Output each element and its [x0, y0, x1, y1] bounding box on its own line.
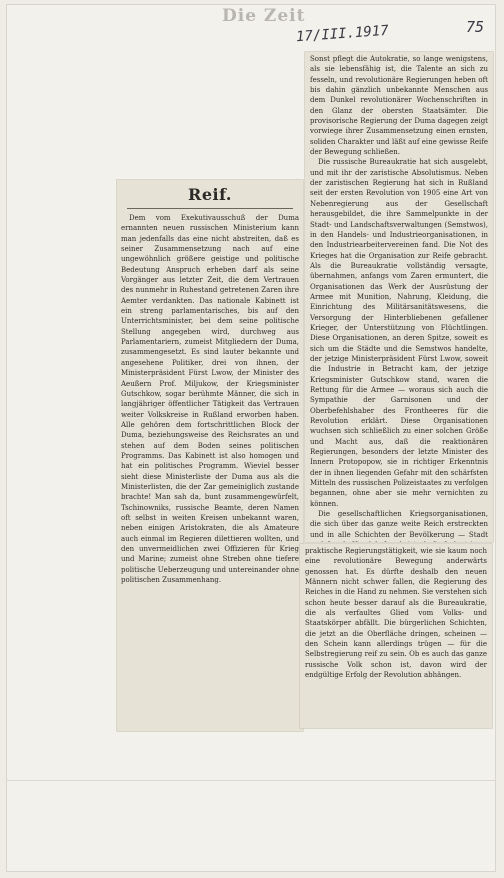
clipping-column-1 — [117, 180, 303, 731]
handwritten-page-number: 75 — [466, 18, 485, 36]
article-paragraph: Sonst pflegt die Autokratie, so lange wenigstens, als sie lebensfähig ist, die Talente an sich zu fesseln, und revolutionäre Regierungen heben oft bis dahin gänzlich unbekannte Menschen aus dem Dunkel revolutionärer Wochenschriften in den Glanz der obersten Staatsämter. Die provisorische Regierung der Duma dagegen zeigt vorwiege ihrer Zusammensetzung einen ernsten, soliden Charakter und läßt auf eine gewisse Reife der Bewegung schließen. — [310, 55, 488, 157]
clipping-column-3 — [300, 544, 492, 728]
clipping-column-2 — [305, 52, 493, 542]
article-paragraph: Dem vom Exekutivausschuß der Duma ernannten neuen russischen Ministerium kann man jedenfalls das eine nicht abstreiten, daß es seiner Zusammensetzung nach auf eine ungewöhnlich größere geistige und politische Bedeutung Anspruch erheben darf als seine Vorgänger aus letzter Zeit, die dem Vertrauen des nunmehr in Ruhestand getretenen Zaren ihre Aemter verdankten. Das nationale Kabinett ist ein streng parlamentarisches, bis auf den Unterrichtsminister, bei dem seine politische Stellung angegeben wird, durchweg aus Parlamentariern, zumeist Mitgliedern der Duma, zusammengesetzt. Es sind lauter bekannte und angesehene Politiker, drei von ihnen, der Ministerpräsident Fürst Lwow, der Minister des Aeußern Prof. Miljukow, der Kriegsminister Gutschkow, sogar berühmte Männer, die sich in langjähriger öffentlicher Tätigkeit das Vertrauen weiter Volkskreise in Rußland erworben haben. Alle gehören dem fortschrittlichen Block der Duma, beziehungsweise des Reichsrates an und stehen auf dem Boden seines politischen Programms. Das Kabinett ist also homogen und hat ein politisches Programm. Wieviel besser sieht diese Ministerliste der Duma aus als die Ministerlisten, die der Zar gemeiniglich zustande brachte! Man sah da, bunt zusammengewürfelt, Tschinowniks, russische Beamte, deren Namen oft selbst in weiten Kreisen unbekannt waren, neben einigen Aristokraten, die als Amateure auch einmal im Regieren dilettieren wollten, und den unvermeidlichen zwei Offizieren für Krieg und Marine; zumeist ohne Streben ohne tiefere politische Ueberzeugung und untereinander ohne politischen Zusammenhang. — [121, 214, 299, 585]
article-headline: Reif. — [188, 185, 232, 204]
newspaper-stamp: Die Zeit — [222, 6, 306, 26]
handwritten-date: 17/III.1917 — [295, 22, 390, 46]
article-paragraph: Die gesellschaftlichen Kriegsorganisationen, die sich über das ganze weite Reich erstreckten und in alle Schichten der Bevölkerung — Stadt — [310, 510, 488, 539]
article-paragraph: Die russische Bureaukratie hat sich ausgelebt, und mit ihr der zaristische Absolutismus. Neben der zaristischen Regierung hat sich in Rußland seit der ersten Revolution von 1905 eine Art von Nebenregierung aus der Gesellschaft herausgebildet, die ihre Sammelpunkte in der Stadt- und Landschaftsverwaltungen (Semstwos), in den Handels- und Industrieorganisationen, in den Industriearbeitervereinen fand. Die Not des Krieges hat die Organisation zur Reife gebracht. Als die Bureaukratie vollständig versagte, übernahmen, anfangs vom Zaren ermuntert, die Organisationen das Werk der Ausrüstung der Armee mit Munition, Nahrung, Kleidung, die Einrichtung des Militärsanitätswesens, die Versorgung der Hinterbliebenen gefallener Krieger, der Unterstützung von Flüchtlingen. Diese Organisationen, an deren Spitze, soweit es sich um die Städte und die Semstwos handelte, der jetzige Ministerpräsident Fürst Lwow, soweit die Industrie in Betracht kam, der jetzige Kriegsminister Gutschkow stand, waren die Rettung für die Armee — woraus sich auch die Sympathie der Garnisonen und der Oberbefehlshaber des Frontheeres für die Revolution erklärt. Diese Organisationen wuchsen sich schließlich zu einer solchen Größe und Macht aus, daß die reaktionären Regierungen, besonders der letzte Minister des Innern Protopopow, sie in richtiger Erkenntnis der in ihnen liegenden Gefahr mit den schärfsten Mitteln des russischen Polizeistaates zu verfolgen begannen, ohne aber sie mehr vernichten zu können. — [310, 158, 488, 508]
sheet-fold — [6, 780, 496, 781]
article-paragraph: praktische Regierungstätigkeit, wie sie kaum noch eine revolutionäre Bewegung anderwärts genossen hat. Es dürfte deshalb den neuen Männern nicht schwer fallen, die Regierung des Reiches in die Hand zu nehmen. Sie verstehen sich schon heute besser darauf als die Bureaukratie, die als verfaultes Glied vom Volks- und Staatskörper abfällt. Die bürgerlichen Schichten, die jetzt an die Oberfläche dringen, scheinen — den Schein kann allerdings trügen — für die Selbstregierung reif zu sein. Ob es auch das ganze russische Volk schon ist, davon wird der endgültige Erfolg der Revolution abhängen. — [305, 547, 487, 680]
headline-rule — [127, 208, 293, 209]
